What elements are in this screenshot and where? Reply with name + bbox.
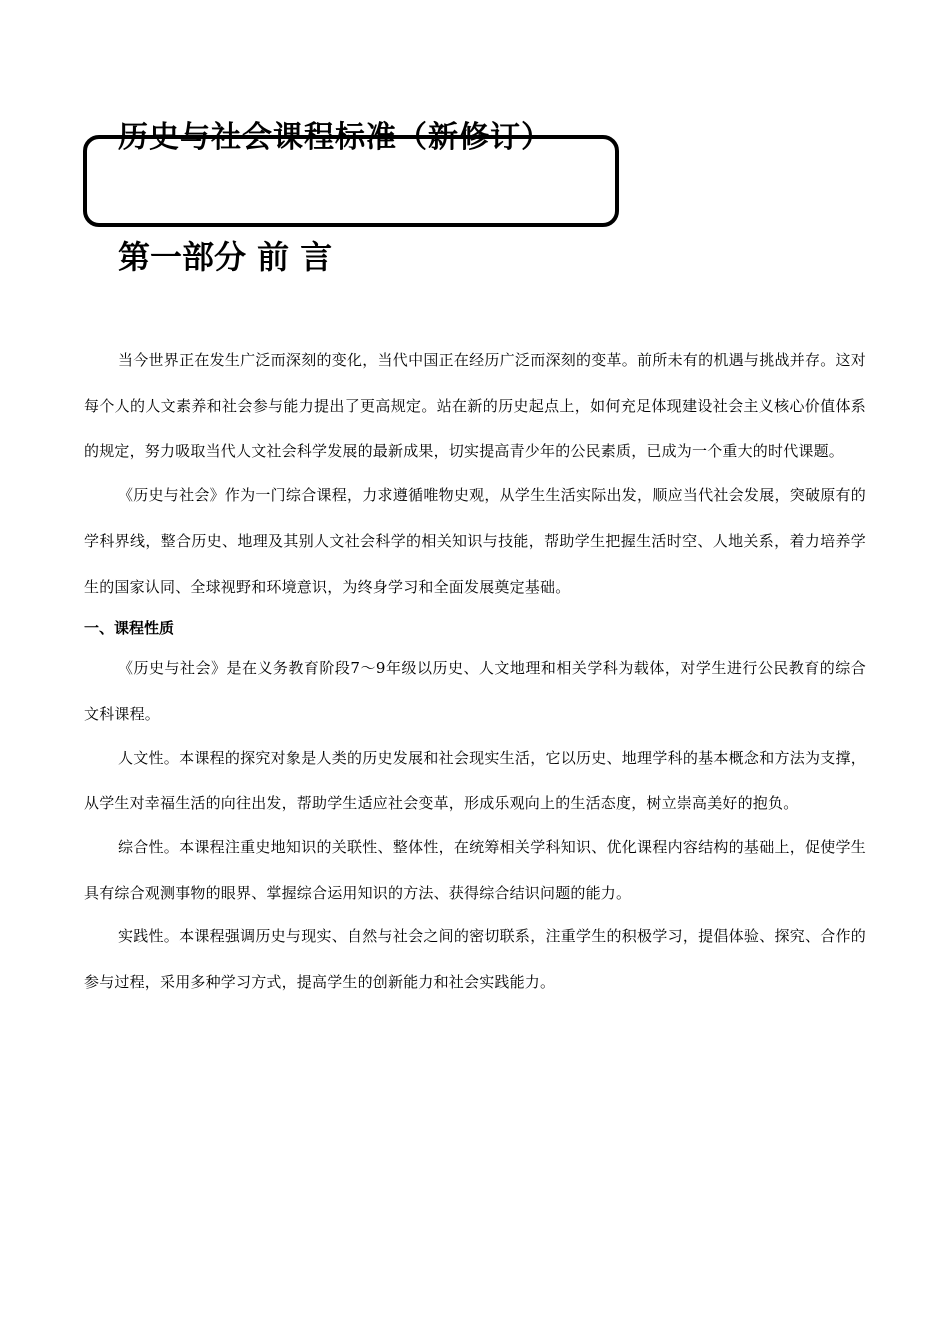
intro-paragraph-2: 《历史与社会》作为一门综合课程，力求遵循唯物史观，从学生生活实际出发，顺应当代社会发展，突破原有的学科界线，整合历史、地理及其别人文社会科学的相关知识与技能，帮助学生把握生活时空、人地关系，着力培养学生的国家认同、全球视野和环境意识，为终身学习和全面发展奠定基础。	[84, 486, 866, 596]
document-title: 历史与社会课程标准（新修订）	[118, 120, 552, 155]
section-paragraph-comprehensiveness: 综合性。本课程注重史地知识的关联性、整体性，在统筹相关学科知识、优化课程内容结构的基础上，促使学生具有综合观测事物的眼界、掌握综合运用知识的方法、获得综合结识问题的能力。	[84, 838, 866, 902]
section-paragraph-humanity: 人文性。本课程的探究对象是人类的历史发展和社会现实生活，它以历史、地理学科的基本概念和方法为支撑，从学生对幸福生活的向往出发，帮助学生适应社会变革，形成乐观向上的生活态度，树立崇高美好的抱负。	[84, 748, 866, 813]
part-heading: 第一部分 前 言	[118, 238, 333, 276]
section-paragraph-practicality: 实践性。本课程强调历史与现实、自然与社会之间的密切联系，注重学生的积极学习，提倡体验、探究、合作的参与过程，采用多种学习方式，提高学生的创新能力和社会实践能力。	[84, 927, 866, 992]
section-heading-course-nature: 一、课程性质	[84, 619, 175, 638]
section-paragraph-1: 《历史与社会》是在义务教育阶段7～9年级以历史、人文地理和相关学科为载体，对学生进行公民教育的综合文科课程。	[84, 659, 866, 723]
document-body	[84, 338, 866, 1006]
intro-paragraph-1: 当今世界正在发生广泛而深刻的变化，当代中国正在经历广泛而深刻的变革。前所未有的机遇与挑战并存。这对每个人的人文素养和社会参与能力提出了更高规定。站在新的历史起点上，如何充足体现建设社会主义核心价值体系的规定，努力吸取当代人文社会科学发展的最新成果，切实提高青少年的公民素质，已成为一个重大的时代课题。	[84, 351, 866, 461]
